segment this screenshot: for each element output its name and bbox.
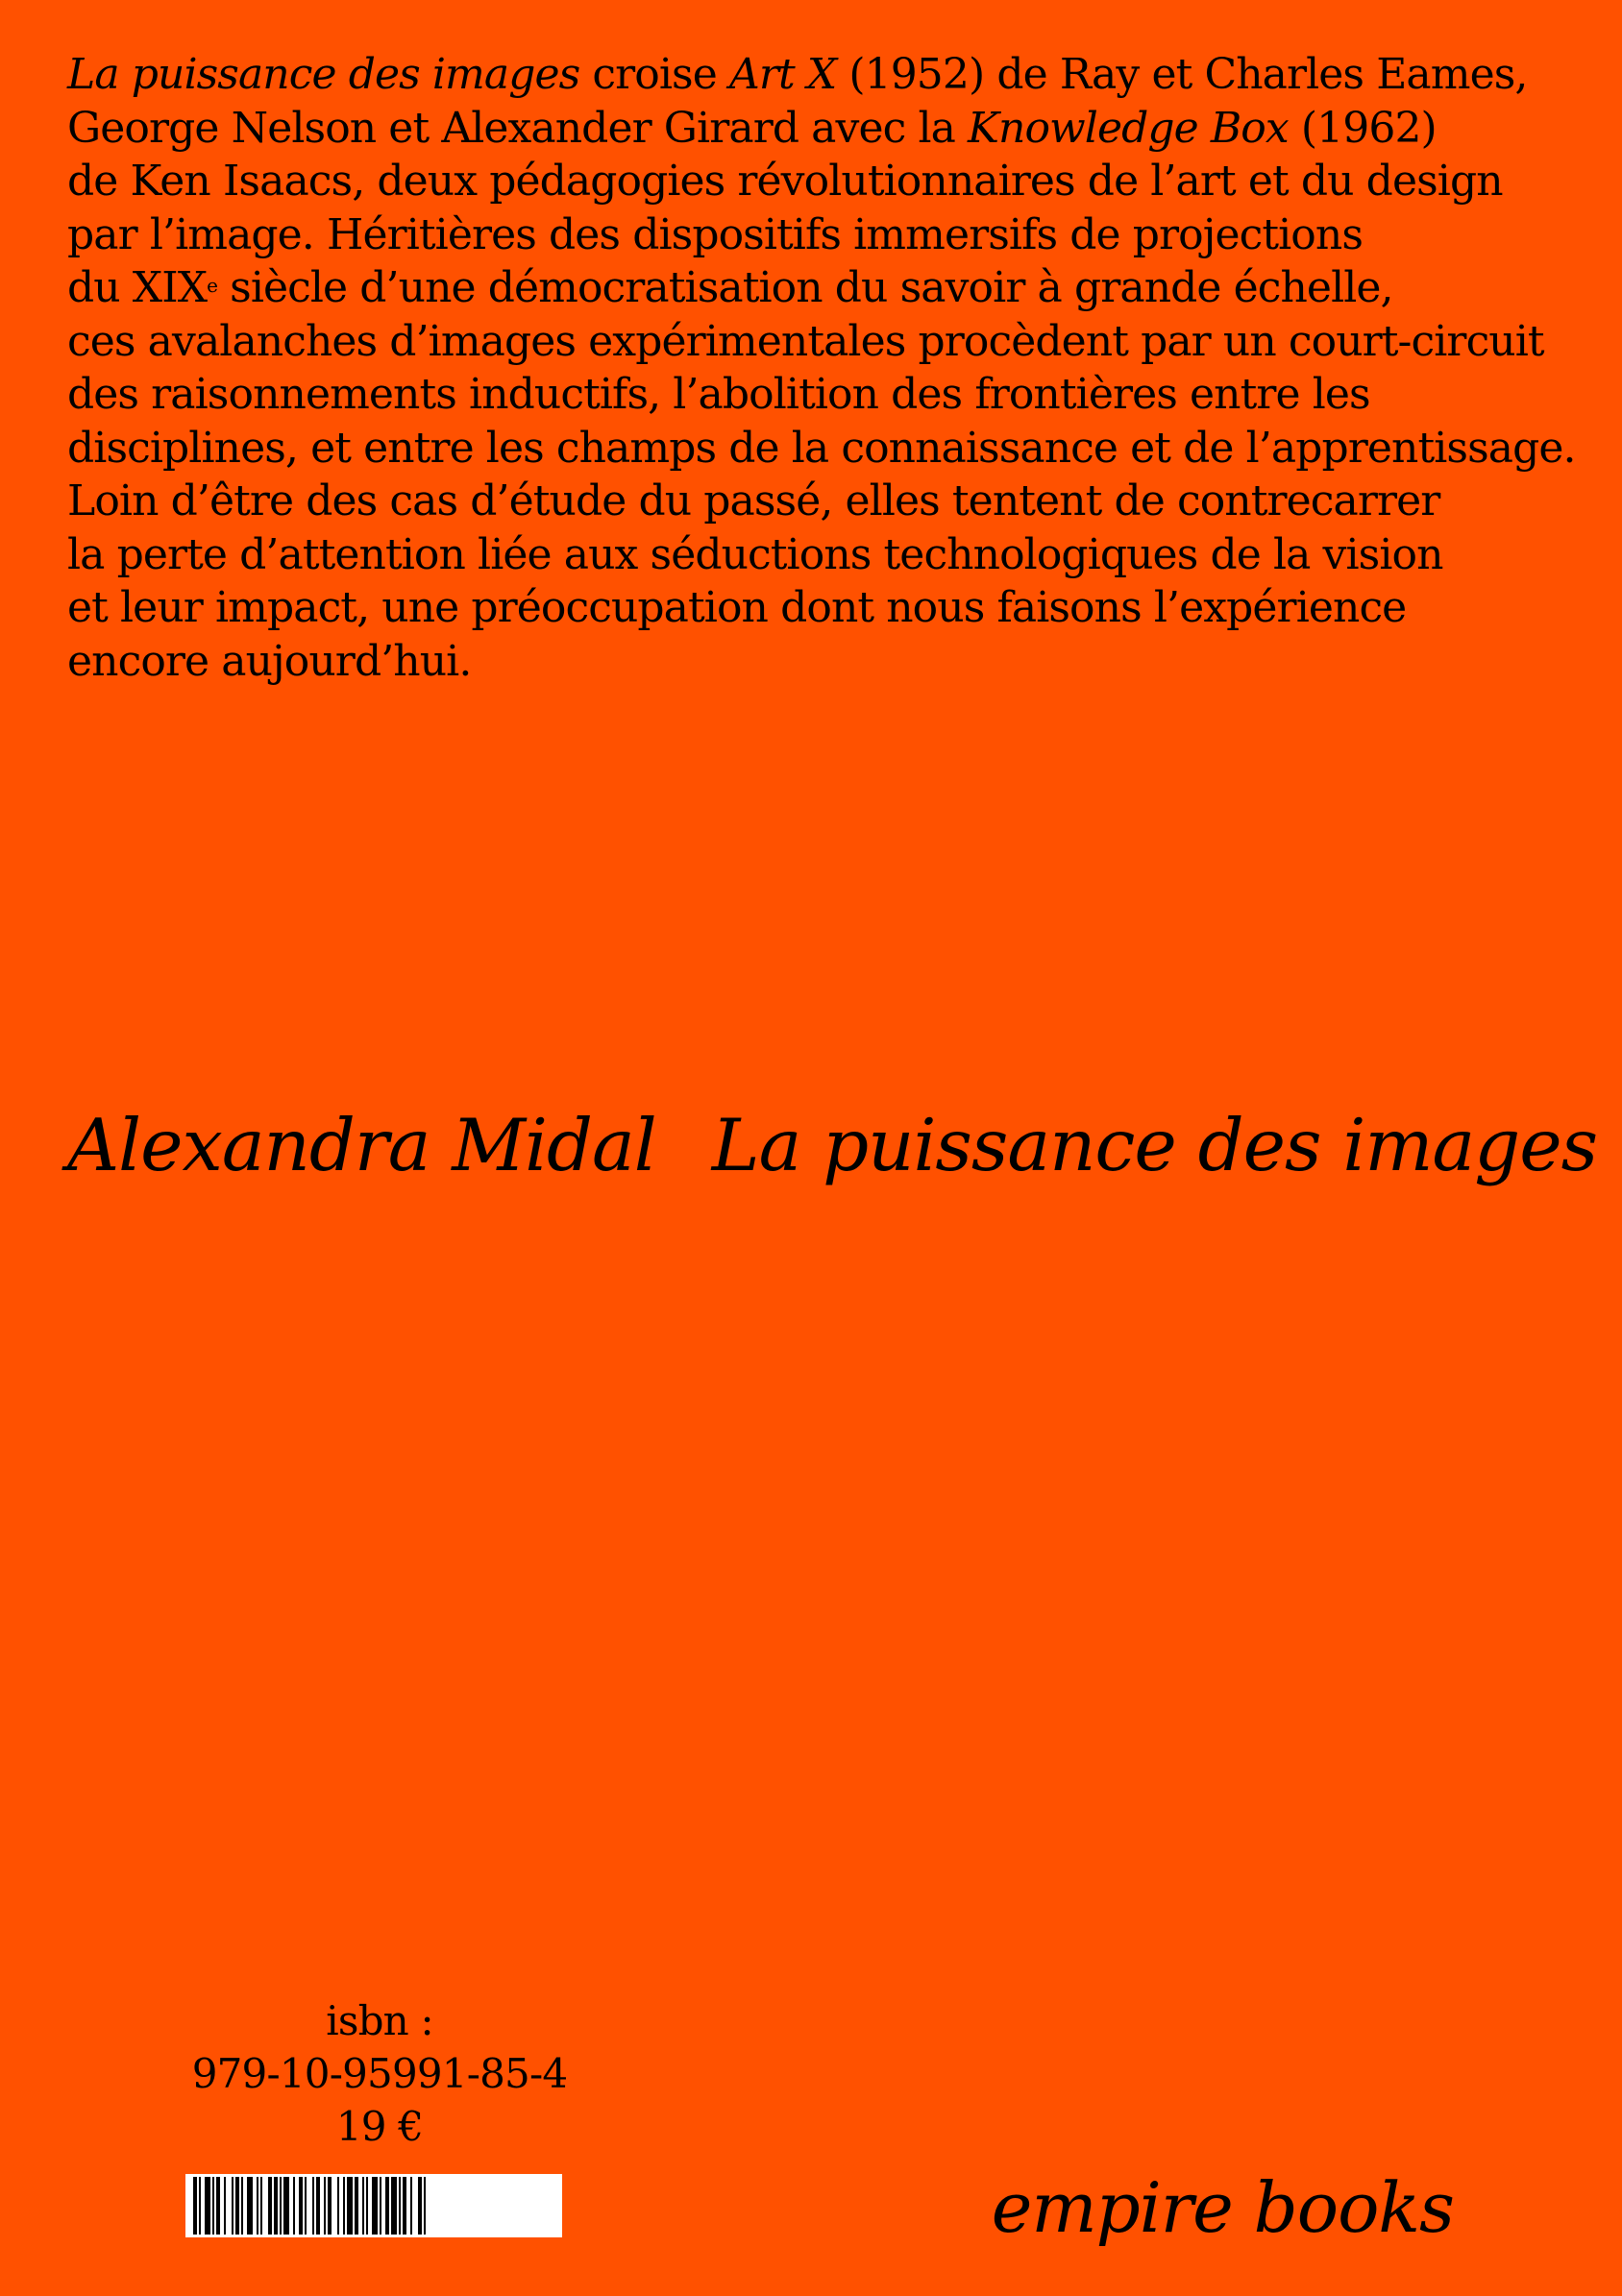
barcode-bar: [385, 2177, 389, 2235]
blurb-line: George Nelson et Alexander Girard avec la Knowledge Box (1962): [67, 103, 1437, 153]
barcode-bar: [424, 2177, 426, 2235]
barcode-bar: [268, 2177, 272, 2235]
barcode-bar: [247, 2177, 253, 2235]
barcode-bar: [391, 2177, 397, 2235]
barcode-bar: [343, 2177, 345, 2235]
barcode-bar: [410, 2177, 412, 2235]
barcode-bar: [328, 2177, 332, 2235]
barcode-bar: [399, 2177, 401, 2235]
blurb-line: la perte d’attention liée aux séductions technologiques de la vision: [67, 529, 1443, 579]
barcode-bar: [299, 2177, 303, 2235]
barcode-bar: [418, 2177, 422, 2235]
publisher-logo: empire books: [991, 2167, 1454, 2248]
back-cover-blurb: [67, 48, 1576, 688]
barcode-bar: [199, 2177, 201, 2235]
barcode-bar: [216, 2177, 220, 2235]
barcode-bar: [366, 2177, 368, 2235]
barcode-bar: [260, 2177, 262, 2235]
barcode-bar: [305, 2177, 307, 2235]
blurb-line: et leur impact, une préoccupation dont nous faisons l’expérience: [67, 583, 1407, 632]
blurb-line: du XIXe siècle d’une démocratisation du savoir à grande échelle,: [67, 263, 1393, 312]
barcode-bar: [232, 2177, 233, 2235]
barcode-bar: [235, 2177, 239, 2235]
barcode-bar: [283, 2177, 289, 2235]
blurb-work-title-art-x: Art X: [728, 50, 837, 99]
barcode-bars: [185, 2174, 562, 2237]
blurb-line: Loin d’être des cas d’étude du passé, elles tentent de contrecarrer: [67, 476, 1440, 525]
blurb-line: de Ken Isaacs, deux pédagogies révolutionnaires de l’art et du design: [67, 157, 1503, 206]
barcode-bar: [347, 2177, 353, 2235]
author-title-line: [67, 1103, 1597, 1187]
barcode-bar: [241, 2177, 243, 2235]
barcode-bar: [205, 2177, 210, 2235]
barcode-bar: [355, 2177, 358, 2235]
book-title: La puissance des images: [711, 1103, 1598, 1187]
blurb-line: par l’image. Héritières des dispositifs immersifs de projections: [67, 209, 1363, 259]
isbn-label: isbn :: [326, 1997, 433, 2044]
barcode-bar: [193, 2177, 197, 2235]
barcode-bar: [316, 2177, 320, 2235]
barcode-bar: [224, 2177, 226, 2235]
barcode-bar: [212, 2177, 214, 2235]
barcode-bar: [312, 2177, 314, 2235]
blurb-line: des raisonnements inductifs, l’abolition des frontières entre les: [67, 370, 1370, 419]
barcode-bar: [280, 2177, 282, 2235]
barcode-icon: [185, 2174, 562, 2237]
barcode-bar: [274, 2177, 278, 2235]
blurb-line: disciplines, et entre les champs de la connaissance et de l’apprentissage.: [67, 423, 1576, 473]
barcode-bar: [324, 2177, 326, 2235]
barcode-bar: [293, 2177, 295, 2235]
barcode-bar: [380, 2177, 381, 2235]
isbn-number: 979-10-95991-85-4: [191, 2050, 568, 2097]
blurb-work-title-knowledge-box: Knowledge Box: [968, 103, 1289, 153]
blurb-line: ces avalanches d’images expérimentales procèdent par un court-circuit: [67, 316, 1544, 366]
isbn-price-block: [154, 1994, 605, 2153]
barcode-bar: [372, 2177, 378, 2235]
blurb-line: La puissance des images croise Art X (1952) de Ray et Charles Eames,: [67, 50, 1528, 99]
superscript-e: e: [207, 274, 218, 297]
blurb-book-title: La puissance des images: [67, 50, 580, 99]
author-name: Alexandra Midal: [67, 1103, 656, 1187]
barcode-bar: [362, 2177, 364, 2235]
barcode-bar: [403, 2177, 406, 2235]
blurb-line: encore aujourd’hui.: [67, 636, 472, 686]
price: 19 €: [335, 2103, 424, 2150]
barcode-bar: [257, 2177, 258, 2235]
barcode-bar: [337, 2177, 339, 2235]
